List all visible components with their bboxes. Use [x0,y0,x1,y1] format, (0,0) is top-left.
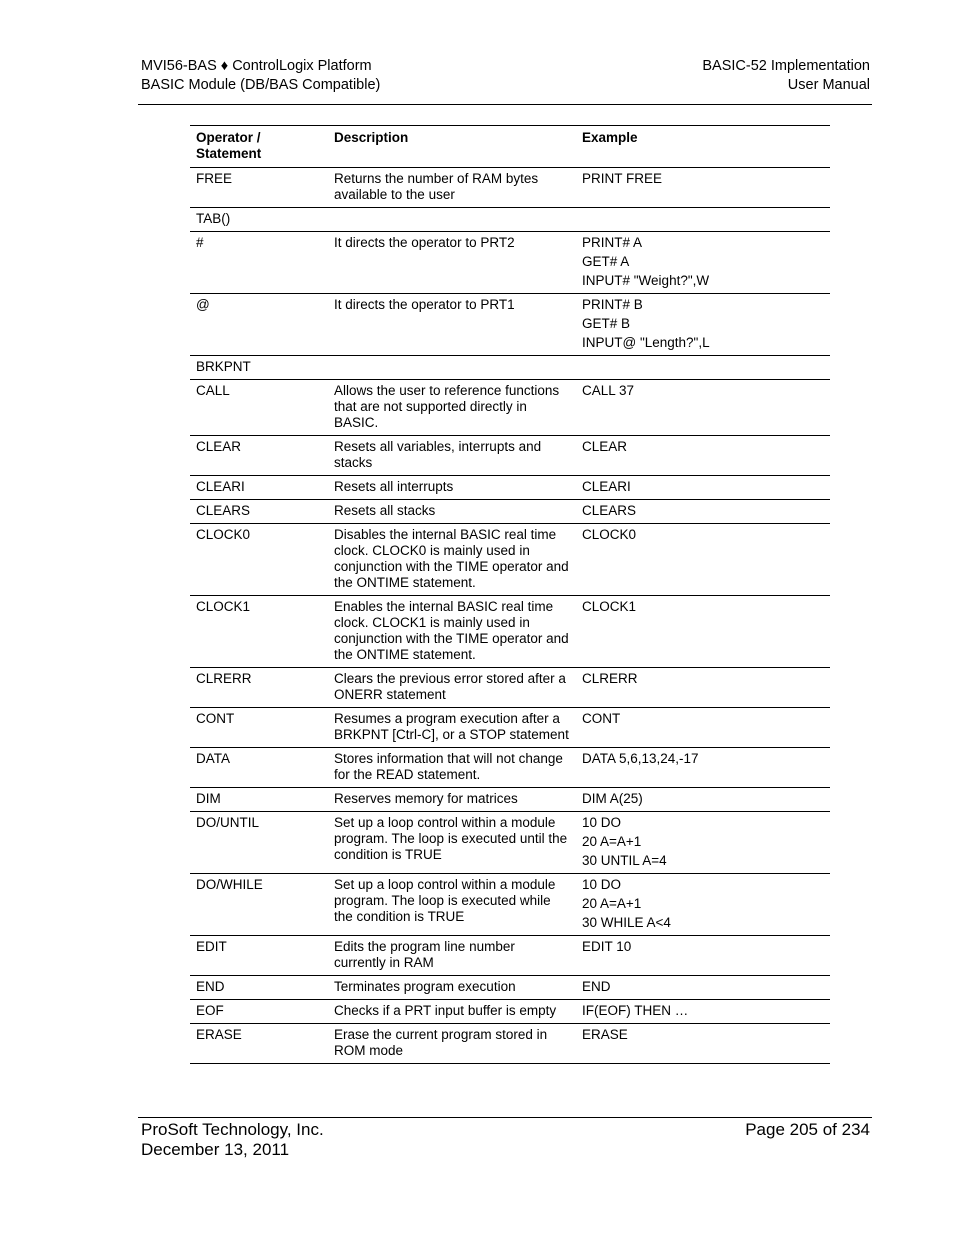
column-header-description: Description [328,126,576,168]
example-cell [576,1000,830,1024]
example-cell [576,668,830,708]
description-cell: Enables the internal BASIC real time clock. CLOCK1 is mainly used in conjunction with the TIME operator and the ONTIME statement. [328,596,576,668]
example-cell [576,524,830,596]
footer-page-number: Page 205 of 234 [745,1120,870,1139]
example-line: END [582,979,611,994]
example-line: PRINT FREE [582,171,663,186]
table-row [190,436,830,476]
operator-cell: CONT [190,708,328,748]
operator-cell: CLEAR [190,436,328,476]
example-line: DIM A(25) [582,791,643,806]
description-cell: Erase the current program stored in ROM mode [328,1024,576,1064]
example-line: PRINT# A [582,235,643,250]
example-cell [576,748,830,788]
operator-cell: BRKPNT [190,356,328,380]
table-row [190,500,830,524]
description-cell: Set up a loop control within a module program. The loop is executed until the condition is TRUE [328,812,576,874]
example-cell [576,936,830,976]
example-line: GET# B [582,316,631,331]
header-doc-title: BASIC-52 Implementation [702,58,870,74]
description-cell: Resets all stacks [328,500,576,524]
example-line: PRINT# B [582,297,643,312]
operator-cell: CLEARI [190,476,328,500]
example-cell [576,294,830,356]
example-line: 30 UNTIL A=4 [582,853,667,868]
footer-divider [138,1117,872,1118]
example-line: CLOCK1 [582,599,637,614]
description-cell: Allows the user to reference functions that are not supported directly in BASIC. [328,380,576,436]
operator-cell: # [190,232,328,294]
header-left [141,57,380,95]
operator-cell: @ [190,294,328,356]
table-row [190,748,830,788]
operator-cell: CLOCK0 [190,524,328,596]
operator-cell: ERASE [190,1024,328,1064]
example-cell [576,812,830,874]
example-line: INPUT@ "Length?",L [582,335,710,350]
column-header-operator: Operator / Statement [190,126,328,168]
operator-cell: CLEARS [190,500,328,524]
example-line: 20 A=A+1 [582,896,642,911]
example-cell [576,976,830,1000]
example-cell [576,1024,830,1064]
table-row [190,874,830,936]
example-line: CONT [582,711,621,726]
example-line: CLEARS [582,503,637,518]
example-cell [576,874,830,936]
description-cell: Reserves memory for matrices [328,788,576,812]
example-cell [576,788,830,812]
table-header-row [190,126,830,168]
example-cell [576,168,830,208]
description-cell: Resets all interrupts [328,476,576,500]
operator-cell: DIM [190,788,328,812]
description-cell: It directs the operator to PRT2 [328,232,576,294]
example-cell [576,208,830,232]
table-row [190,168,830,208]
operator-cell: EOF [190,1000,328,1024]
example-line: 30 WHILE A<4 [582,915,671,930]
example-cell [576,380,830,436]
description-cell [328,356,576,380]
column-header-example: Example [576,126,830,168]
table-row [190,232,830,294]
operator-cell: DATA [190,748,328,788]
example-line: ERASE [582,1027,628,1042]
operator-cell: DO/UNTIL [190,812,328,874]
description-cell: Terminates program execution [328,976,576,1000]
footer-left [141,1120,324,1160]
operator-cell: DO/WHILE [190,874,328,936]
table-row [190,476,830,500]
description-cell: Checks if a PRT input buffer is empty [328,1000,576,1024]
operator-cell: TAB() [190,208,328,232]
description-cell: It directs the operator to PRT1 [328,294,576,356]
example-line: GET# A [582,254,630,269]
table-row [190,812,830,874]
operator-cell: CLRERR [190,668,328,708]
operator-table [190,125,830,1064]
description-cell: Stores information that will not change for the READ statement. [328,748,576,788]
table-row [190,294,830,356]
footer-company: ProSoft Technology, Inc. [141,1120,324,1139]
example-line: 10 DO [582,815,622,830]
example-line: CLEAR [582,439,628,454]
operator-cell: END [190,976,328,1000]
example-cell [576,596,830,668]
example-cell [576,500,830,524]
description-cell [328,208,576,232]
table-row [190,976,830,1000]
operator-cell: CALL [190,380,328,436]
example-line: EDIT 10 [582,939,632,954]
table-row [190,936,830,976]
header-product-subtitle: BASIC Module (DB/BAS Compatible) [141,77,381,93]
footer-date: December 13, 2011 [141,1140,290,1159]
header-divider [138,104,872,105]
example-line: 20 A=A+1 [582,834,642,849]
description-cell: Set up a loop control within a module program. The loop is executed while the condition is TRUE [328,874,576,936]
example-line: CLEARI [582,479,631,494]
example-cell [576,232,830,294]
description-cell: Edits the program line number currently in RAM [328,936,576,976]
description-cell: Returns the number of RAM bytes available to the user [328,168,576,208]
table-row [190,788,830,812]
operator-cell: CLOCK1 [190,596,328,668]
description-cell: Clears the previous error stored after a ONERR statement [328,668,576,708]
description-cell: Resumes a program execution after a BRKPNT [Ctrl-C], or a STOP statement [328,708,576,748]
example-line: IF(EOF) THEN … [582,1003,689,1018]
header-doc-type: User Manual [787,77,870,93]
table-row [190,380,830,436]
example-line: CLOCK0 [582,527,637,542]
table-body [190,168,830,1064]
header-right [702,57,870,95]
table-row [190,596,830,668]
description-cell: Resets all variables, interrupts and stacks [328,436,576,476]
example-cell [576,356,830,380]
operator-cell: EDIT [190,936,328,976]
example-line: DATA 5,6,13,24,-17 [582,751,699,766]
table-row [190,356,830,380]
table-row [190,1024,830,1064]
example-cell [576,476,830,500]
table-row [190,708,830,748]
example-line: CALL 37 [582,383,635,398]
example-line: 10 DO [582,877,622,892]
description-cell: Disables the internal BASIC real time clock. CLOCK0 is mainly used in conjunction with the TIME operator and the ONTIME statement. [328,524,576,596]
table-row [190,524,830,596]
example-line: INPUT# "Weight?",W [582,273,710,288]
example-line: CLRERR [582,671,638,686]
example-cell [576,708,830,748]
header-product-title: MVI56-BAS ♦ ControlLogix Platform [141,58,372,74]
example-cell [576,436,830,476]
table-row [190,1000,830,1024]
table-row [190,668,830,708]
footer-right [745,1120,870,1140]
table-row [190,208,830,232]
operator-cell: FREE [190,168,328,208]
